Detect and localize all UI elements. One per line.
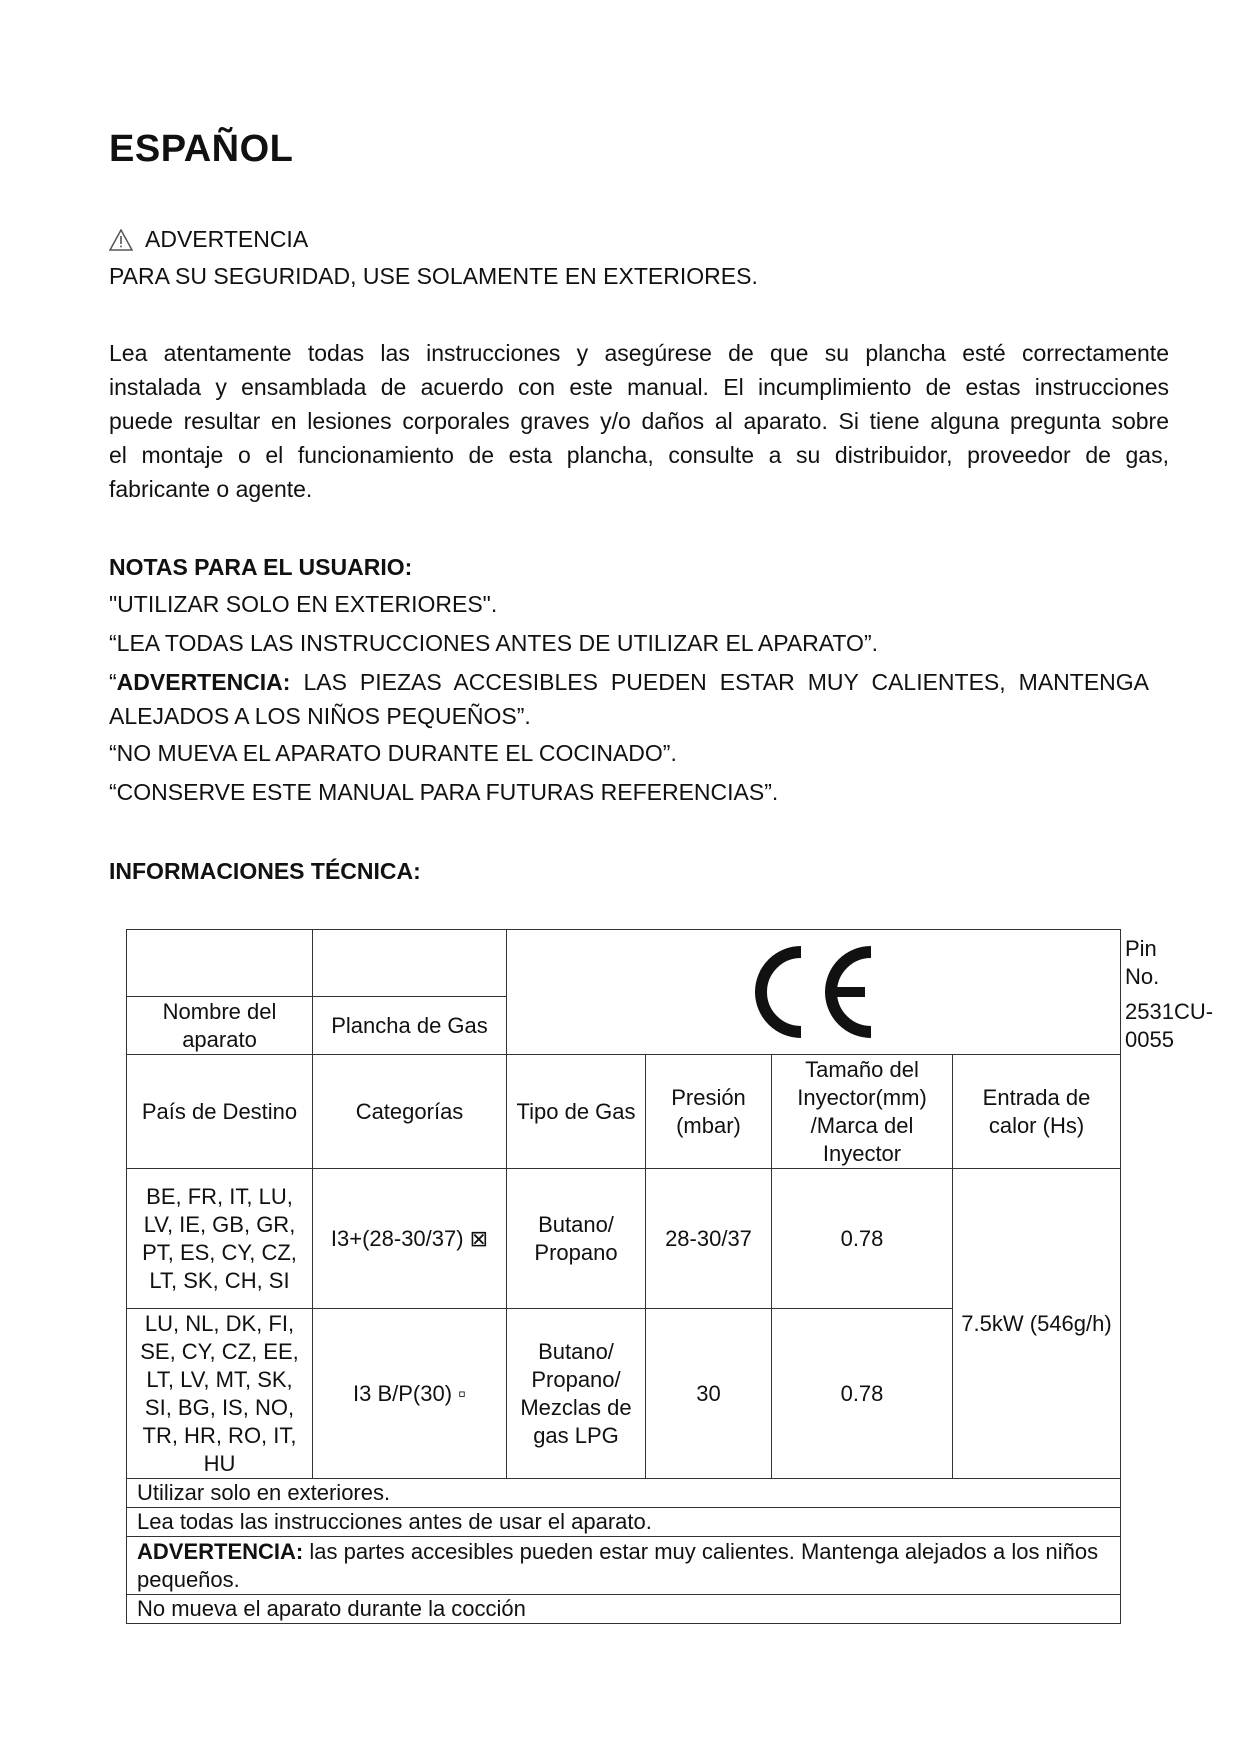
warning-triangle-icon bbox=[109, 229, 133, 251]
intro-paragraph bbox=[109, 336, 1169, 506]
row1-injector: 0.78 bbox=[772, 1169, 953, 1309]
user-note-warning bbox=[109, 669, 1149, 696]
header-pressure: Presión (mbar) bbox=[646, 1055, 772, 1169]
ce-mark-cell bbox=[507, 930, 1121, 1055]
footer-note: No mueva el aparato durante la cocción bbox=[127, 1595, 1121, 1624]
header-heat-input: Entrada de calor (Hs) bbox=[953, 1055, 1121, 1169]
appliance-name-value: Plancha de Gas bbox=[313, 997, 507, 1055]
row1-country: BE, FR, IT, LU, LV, IE, GB, GR, PT, ES, CY, CZ, LT, SK, CH, SI bbox=[127, 1169, 313, 1309]
row2-country: LU, NL, DK, FI, SE, CY, CZ, EE, LT, LV, MT, SK, SI, BG, IS, NO, TR, HR, RO, IT, HU bbox=[127, 1309, 313, 1479]
footer-warning-keyword: ADVERTENCIA: bbox=[137, 1538, 304, 1564]
row1-pressure: 28-30/37 bbox=[646, 1169, 772, 1309]
quote-mark: “ bbox=[109, 669, 117, 695]
intro-line: el montaje o el funcionamiento de esta plancha, consulte a su distribuidor, proveedor de gas, bbox=[109, 442, 1169, 468]
technical-info-heading: INFORMACIONES TÉCNICA: bbox=[109, 858, 421, 884]
header-gas-type: Tipo de Gas bbox=[507, 1055, 646, 1169]
row1-category: I3+(28-30/37) ⊠ bbox=[313, 1169, 507, 1309]
appliance-name-label: Nombre del aparato bbox=[127, 997, 313, 1055]
row2-injector: 0.78 bbox=[772, 1309, 953, 1479]
empty-cell bbox=[127, 930, 313, 997]
page-title: ESPAÑOL bbox=[109, 128, 294, 170]
row2-pressure: 30 bbox=[646, 1309, 772, 1479]
row2-category: I3 B/P(30) ▫ bbox=[313, 1309, 507, 1479]
user-notes-heading: NOTAS PARA EL USUARIO: bbox=[109, 554, 413, 580]
heat-input-value: 7.5kW (546g/h) bbox=[953, 1169, 1121, 1479]
user-note-warning-cont: ALEJADOS A LOS NIÑOS PEQUEÑOS”. bbox=[109, 703, 531, 729]
footer-note: Utilizar solo en exteriores. bbox=[127, 1479, 1121, 1508]
warning-keyword: ADVERTENCIA: bbox=[116, 669, 291, 695]
footer-warning bbox=[127, 1537, 1121, 1595]
empty-cell bbox=[313, 930, 507, 997]
user-note: “LEA TODAS LAS INSTRUCCIONES ANTES DE UTILIZAR EL APARATO”. bbox=[109, 630, 878, 656]
intro-line: puede resultar en lesiones corporales graves y/o daños al aparato. Si tiene alguna pregunta sobre bbox=[109, 408, 1169, 434]
header-category: Categorías bbox=[313, 1055, 507, 1169]
intro-line: instalada y ensamblada de acuerdo con este manual. El incumplimiento de estas instrucciones bbox=[109, 374, 1169, 400]
row1-gas-type: Butano/ Propano bbox=[507, 1169, 646, 1309]
safety-statement: PARA SU SEGURIDAD, USE SOLAMENTE EN EXTERIORES. bbox=[109, 263, 758, 289]
user-note: "UTILIZAR SOLO EN EXTERIORES". bbox=[109, 591, 498, 617]
header-injector: Tamaño del Inyector(mm) /Marca del Inyector bbox=[772, 1055, 953, 1169]
footer-warning-text: las partes accesibles pueden estar muy calientes. Mantenga alejados a los niños pequeños. bbox=[137, 1538, 1099, 1592]
user-note: “NO MUEVA EL APARATO DURANTE EL COCINADO”. bbox=[109, 740, 677, 766]
warning-label: ADVERTENCIA bbox=[145, 226, 309, 252]
warning-text: LAS PIEZAS ACCESIBLES PUEDEN ESTAR MUY CALIENTES, MANTENGA bbox=[290, 669, 1149, 695]
row2-gas-type: Butano/ Propano/ Mezclas de gas LPG bbox=[507, 1309, 646, 1479]
ce-mark-logo bbox=[749, 946, 879, 1038]
intro-line: fabricante o agente. bbox=[109, 476, 313, 502]
warning-line bbox=[109, 226, 308, 253]
technical-spec-table: Pin No. Nombre del aparato Plancha de Gas 2531CU-0055 País de Destino Categorías Tipo de Gas Presión (mbar) Tamaño del Inyector(mm) /Marca del Inyector Entrada de calor (Hs) BE, FR, IT, LU, LV, IE, GB, GR, PT, ES, CY, CZ, LT, SK, CH, SI I3+(28-30/37) ⊠ Butano/ Propano 28-30/37 0.78 7.5kW (546g/h) LU, NL, DK, FI, SE, CY, CZ, EE, LT, LV, MT, SK, SI, BG, IS, NO, TR, HR, RO, IT, HU I3 B/P(30) ▫ Butano/ Propano/ Mezclas de gas LPG 30 0.78 Utilizar solo en exteriores. Lea todas las instrucciones antes de usar el aparato. ADVERTENCIA: las partes accesibles pueden estar muy calientes. Mantenga alejados a los niños pequeños. No mueva el aparato durante la cocción bbox=[126, 929, 1121, 1624]
user-note: “CONSERVE ESTE MANUAL PARA FUTURAS REFERENCIAS”. bbox=[109, 779, 779, 805]
header-country: País de Destino bbox=[127, 1055, 313, 1169]
footer-note: Lea todas las instrucciones antes de usar el aparato. bbox=[127, 1508, 1121, 1537]
intro-line: Lea atentamente todas las instrucciones y asegúrese de que su plancha esté correctamente bbox=[109, 340, 1169, 366]
